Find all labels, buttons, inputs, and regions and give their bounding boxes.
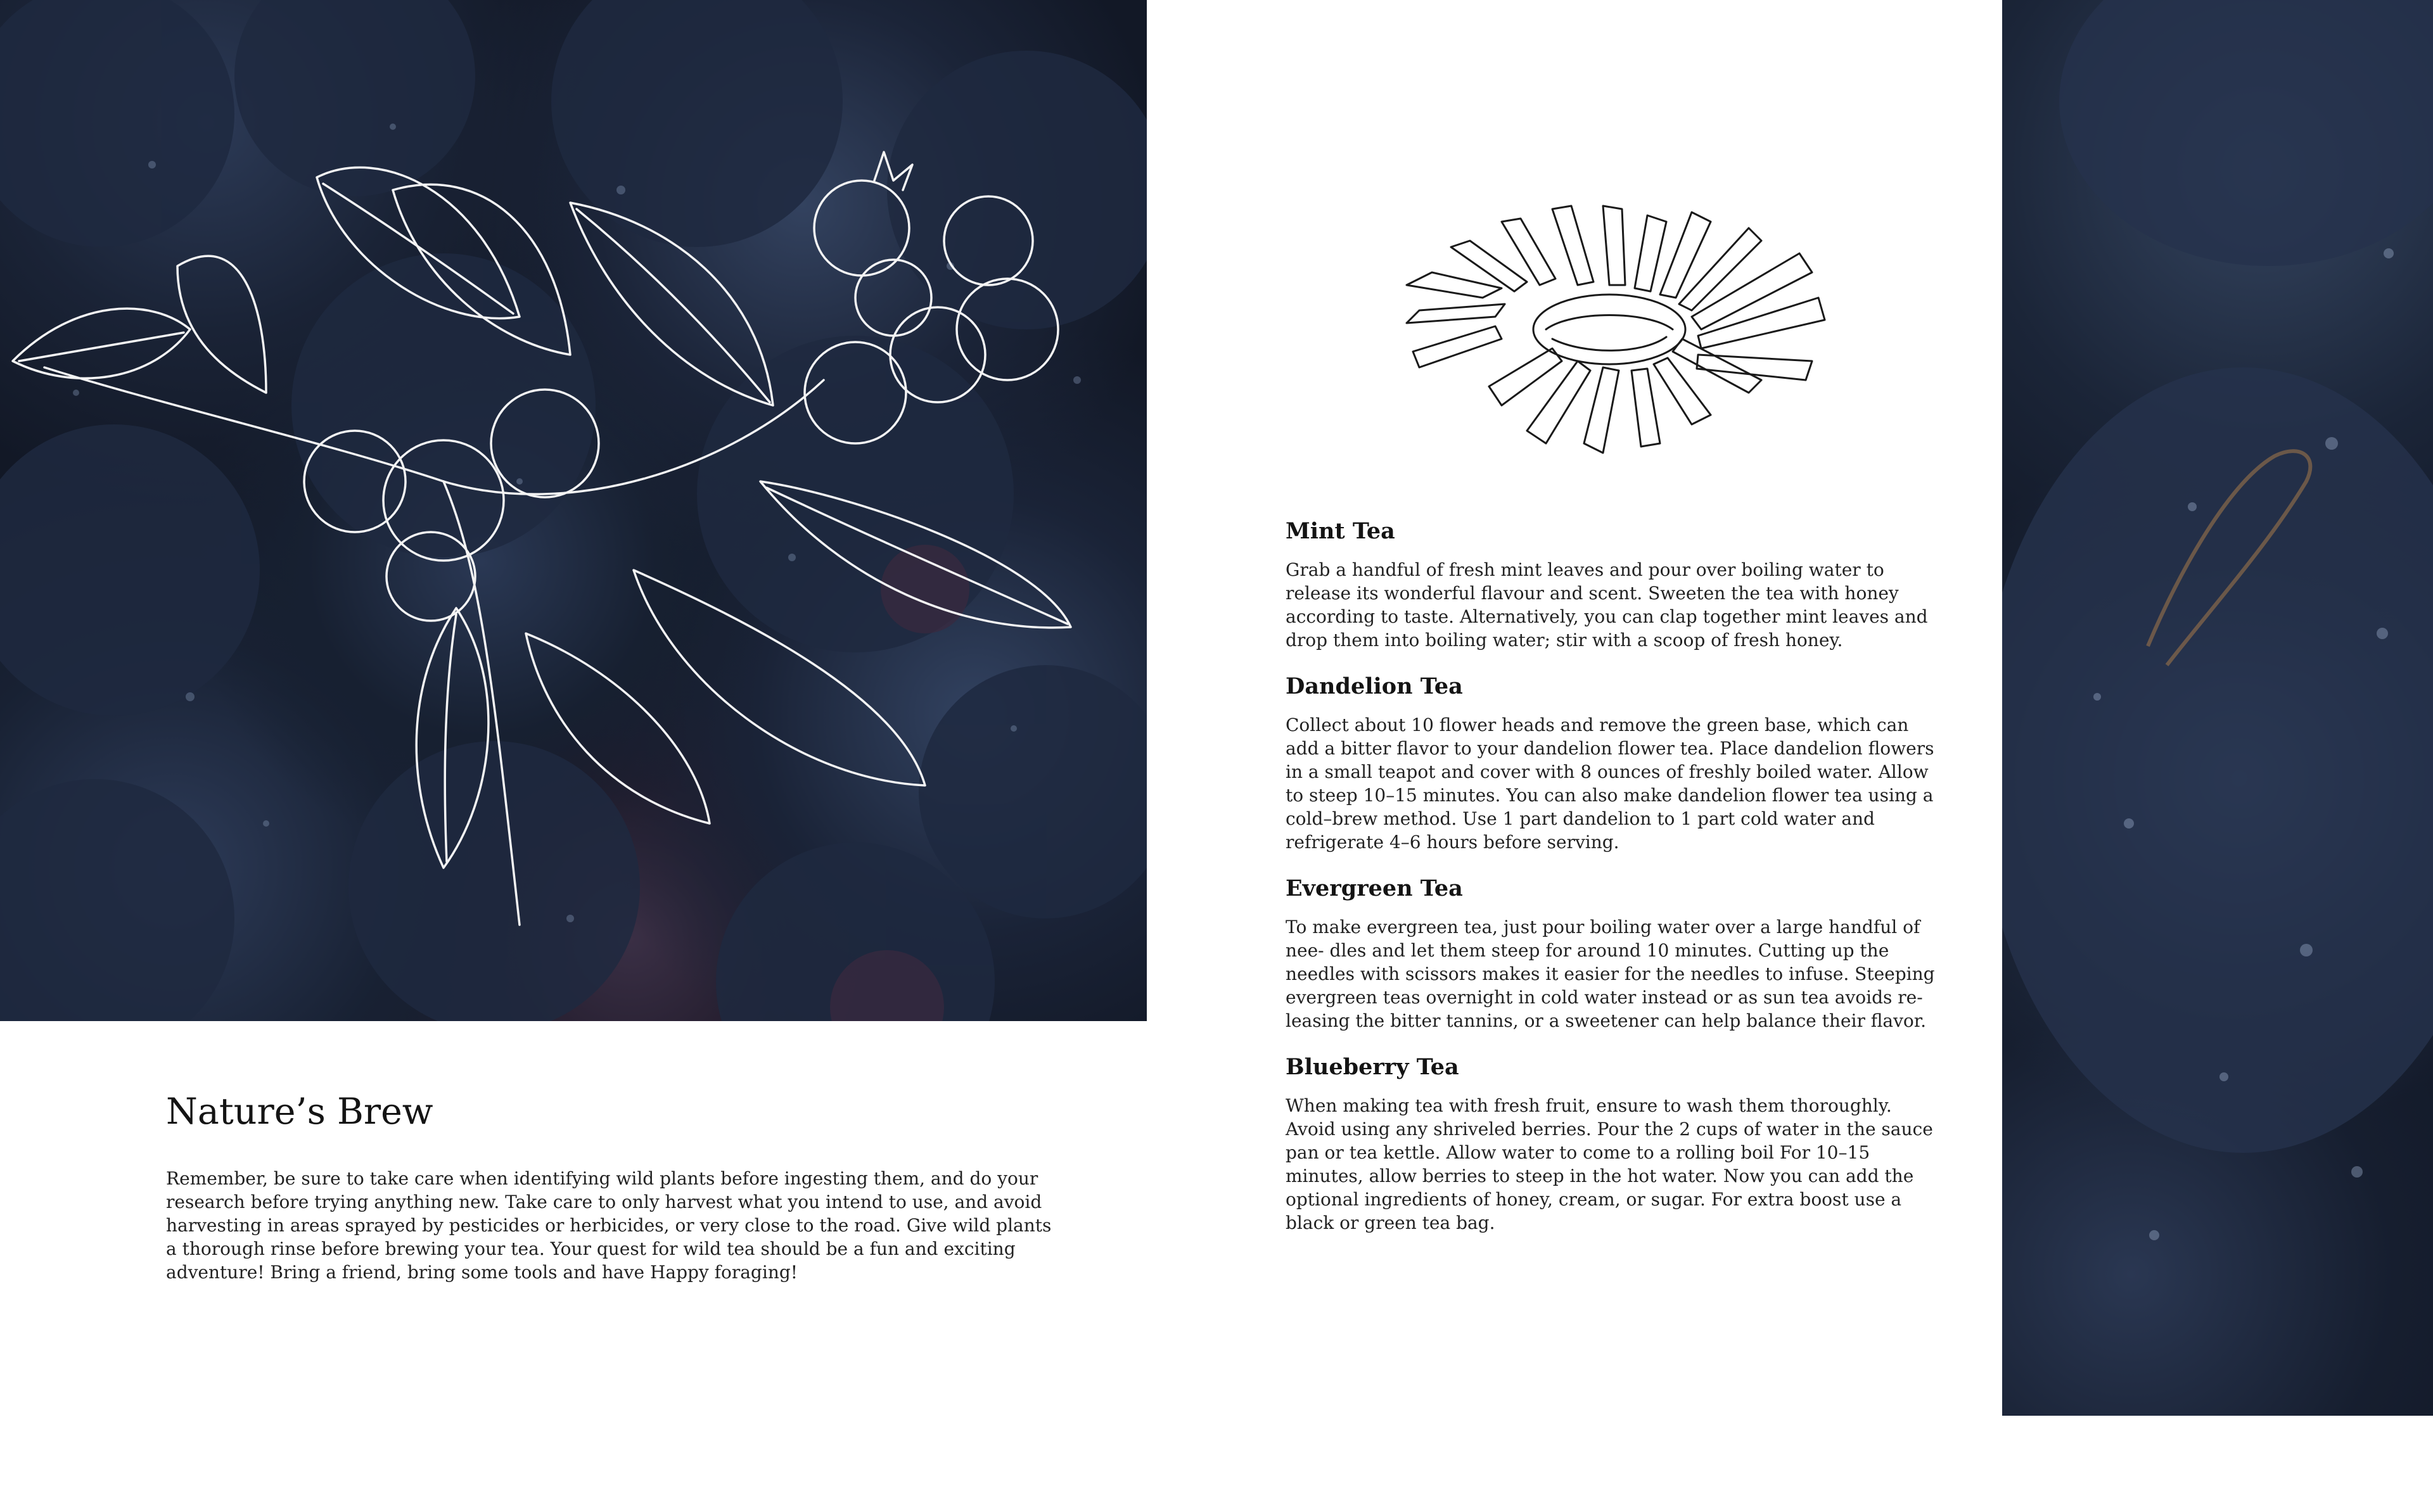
recipe-title: Dandelion Tea (1286, 673, 1463, 699)
page-title: Nature’s Brew (166, 1091, 433, 1133)
blueberry-closeup-photo (2002, 0, 2433, 1416)
intro-paragraph: Remember, be sure to take care when identifying wild plants before ingesting them, and do your research before trying anything new. Take care to only harvest what you intend to use, and avoid harvesting in areas sprayed by pesticides or herbicides, or very close to the road. Give wild plants a thorough rinse before brewing your tea. Your quest for wild tea should be a fun and exciting adventure! Bring a friend, bring some tools and have Happy foraging! (166, 1168, 1052, 1283)
recipe-evergreen-tea (1286, 875, 1938, 1032)
blueberry-photo (0, 0, 1147, 1021)
blueberry-branch-illustration (0, 0, 1147, 1021)
tea-recipes (1286, 518, 1938, 1256)
recipe-body: Collect about 10 flower heads and remove the green base, which can add a bitter flavor to your dandelion flower tea. Place dandelion flowers in a small teapot and cover with 8 ounces of freshly boiled water. Allow to steep 10–15 minutes. You can also make dandelion flower tea using a cold–brew method. Use 1 part dandelion to 1 part cold water and refrigerate 4–6 hours before serving. (1286, 715, 1934, 853)
recipe-body: Grab a handful of fresh mint leaves and pour over boiling water to release its wonderful flavour and scent. Sweeten the tea with honey according to taste. Alternatively, you can clap together mint leaves and drop them into boiling water; stir with a scoop of fresh honey. (1286, 559, 1928, 651)
recipe-blueberry-tea (1286, 1054, 1938, 1235)
blueberry-closeup-texture (2002, 0, 2433, 1416)
dandelion-flower-illustration (1394, 203, 1837, 456)
recipe-body: To make evergreen tea, just pour boiling water over a large handful of nee- dles and let them steep for around 10 minutes. Cutting up the needles with scissors makes it easier for the needles to infuse. Steeping evergreen teas overnight in cold water instead or as sun tea avoids re- leasing the bitter tannins, or a sweetener can help balance their flavor. (1286, 917, 1935, 1031)
recipe-mint-tea (1286, 518, 1938, 652)
recipe-body: When making tea with fresh fruit, ensure to wash them thoroughly. Avoid using any shriveled berries. Pour the 2 cups of water in the sauce pan or tea kettle. Allow water to come to a rolling boil For 10–15 minutes, allow berries to steep in the hot water. Now you can add the optional ingredients of honey, cream, or sugar. For extra boost use a black or green tea bag. (1286, 1095, 1933, 1233)
recipe-title: Mint Tea (1286, 518, 1395, 544)
recipe-dandelion-tea (1286, 673, 1938, 854)
recipe-title: Blueberry Tea (1286, 1054, 1459, 1080)
recipe-title: Evergreen Tea (1286, 875, 1463, 901)
